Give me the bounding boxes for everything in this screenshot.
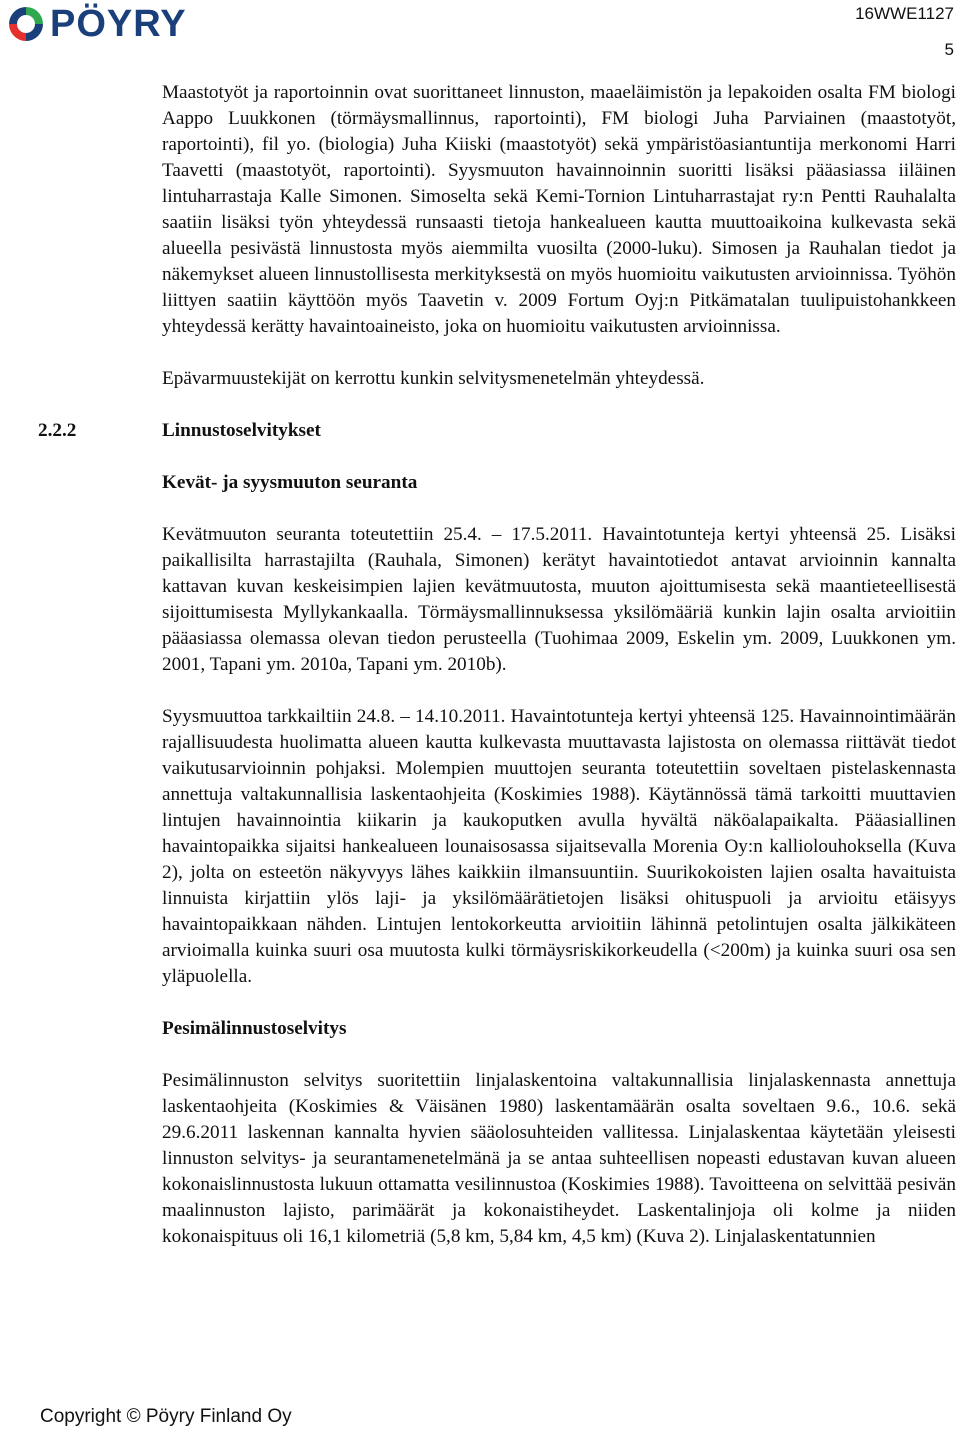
paragraph-fieldwork: Maastotyöt ja raportoinnin ovat suorittaneet linnuston, maaeläimistön ja lepakoiden osalta FM biologi Aappo Luukkonen (törmäysmallinnus, raportointi), FM biologi Juha Parviainen (maastotyöt, raportointi), fil yo. (biologia) Juha Kiiski (maastotyöt) sekä ympäristöasiantuntija merkonomi Harri Taavetti (maastotyöt, raportointi). Syysmuuton havainnoinnin suoritti lisäksi pääasiassa iiläinen lintuharrastaja Kalle Simonen. Simoselta sekä Kemi-Tornion Lintuharrastajat ry:n Pentti Rauhalalta saatiin lisäksi työn yhteydessä runsaasti tietoja hankealueen kautta muuttoaikoina kulkevasta sekä alueella pesivästä linnustosta myös aiemmilta vuosilta (2000-luku). Simosen ja Rauhalan tiedot ja näkemykset alueen linnustollisesta merkityksestä on myös huomioitu vaikutusten arvioinnissa. Työhön liittyen saatiin käyttöön myös Taavetin v. 2009 Fortum Oyj:n Pitkämatalan tuulipuistohankkeen yhteydessä kerätty havaintoaineisto, joka on huomioitu vaikutusten arvioinnissa. [162,82,956,337]
section-title: Linnustoselvitykset [162,420,321,441]
logo-text: PÖYRY [50,3,187,45]
subheading-migration: Kevät- ja syysmuuton seuranta [162,472,418,493]
subheading-breeding: Pesimälinnustoselvitys [162,1018,347,1039]
poyry-logo-icon [6,4,46,44]
company-logo [6,2,187,46]
page-content [38,80,956,1250]
section-number: 2.2.2 [38,420,77,441]
paragraph-spring-migration: Kevätmuuton seuranta toteutettiin 25.4. – 17.5.2011. Havaintotunteja kertyi yhteensä 25. Lisäksi paikallisilta harrastajilta (Rauhala, Simonen) kerätyt havaintotiedot antavat arvioinnin kannalta kattavan kuvan keskeisimpien lajien kevätmuutosta, muuton ajoittumisesta sekä maantieteellisestä sijoittumisesta Myllykankaalla. Törmäysmallinnuksessa yksilömääriä kunkin lajin osalta arvioitiin pääasiassa olemassa olevan tiedon perusteella (Tuohimaa 2009, Eskelin ym. 2009, Luukkonen ym. 2001, Tapani ym. 2010a, Tapani ym. 2010b). [162,524,956,675]
section-heading [38,418,956,444]
paragraph-autumn-migration: Syysmuuttoa tarkkailtiin 24.8. – 14.10.2011. Havaintotunteja kertyi yhteensä 125. Havainnointimäärän rajallisuudesta huolimatta alueen kautta kulkevasta muuttavasta lajistosta on olemassa riittävät tiedot vaikutusarvioinnin pohjaksi. Molempien muuttojen seuranta toteutettiin soveltaen pistelaskennasta annettuja valtakunnallisia laskentaohjeita (Koskimies 1988). Käytännössä tämä tarkoitti muuttavien lintujen havainnointia kiikarin ja kaukoputken avulla hyvältä näköalapaikalta. Pääasiallinen havaintopaikka sijaitsi hankealueen lounaisosassa sijaitsevalla Morenia Oy:n kalliolouhoksella (Kuva 2), jolta on esteetön näkyvyys lähes kaikkiin ilmansuuntiin. Suurikokoisten lajien osalta havaituista linnuista kirjattiin ylös laji- ja yksilömäärätietojen lisäksi ohituspuoli ja arvioitu etäisyys havaintopaikkaan nähden. Lintujen lentokorkeutta arvioitiin lähinnä petolintujen osalta jälkikäteen arvioimalla kuinka suuri osa muutosta kulki törmäysriskikorkeudella (<200m) ja kuinka suuri osa sen yläpuolella. [162,706,956,987]
paragraph-breeding-survey: Pesimälinnuston selvitys suoritettiin linjalaskentoina valtakunnallisia linjalaskennasta annettuja laskentaohjeita (Koskimies & Väisänen 1980) laskentamäärän osalta soveltaen 9.6., 10.6. sekä 29.6.2011 laskennan kannalta hyvien sääolosuhteiden vallitessa. Linjalaskentaa käytetään yleisesti linnuston selvitys- ja seurantamenetelmänä ja se antaa suhteellisen nopeasti edustavan kuvan alueen kokonaislinnustosta lukuun ottamatta vesilinnustoa (Koskimies 1988). Tavoitteena on selvittää pesivän maalinnuston lajisto, parimäärät ja kokonaistiheydet. Laskentalinjoja oli kolme ja niiden kokonaispituus oli 16,1 kilometriä (5,8 km, 5,84 km, 4,5 km) (Kuva 2). Linjalaskentatunnien [162,1070,956,1247]
paragraph-uncertainty: Epävarmuustekijät on kerrottu kunkin selvitysmenetelmän yhteydessä. [162,368,705,389]
document-id: 16WWE1127 [855,4,954,23]
page-number: 5 [944,40,954,59]
copyright-footer: Copyright © Pöyry Finland Oy [40,1406,292,1427]
